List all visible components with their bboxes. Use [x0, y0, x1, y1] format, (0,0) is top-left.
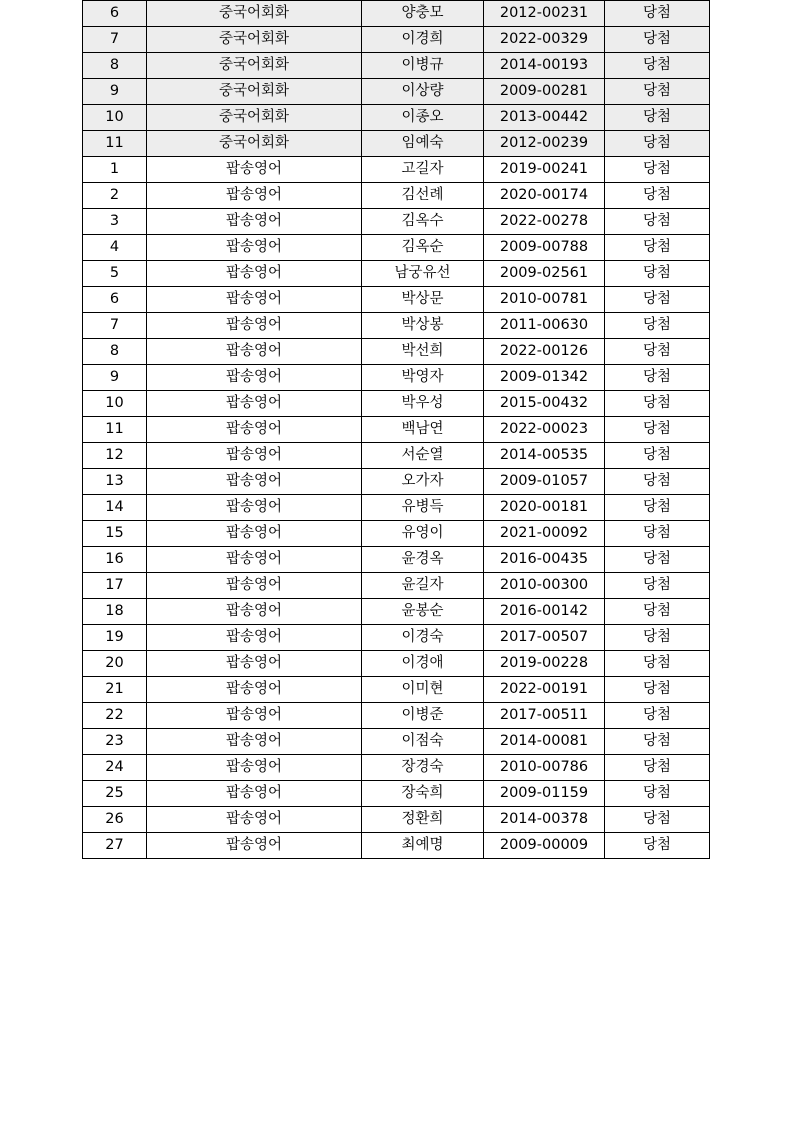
table-row [83, 313, 710, 339]
member-id-cell: 2009-00788 [484, 235, 605, 261]
table-row [83, 729, 710, 755]
course-name-cell: 팝송영어 [147, 755, 362, 781]
member-id-cell: 2009-01342 [484, 365, 605, 391]
participant-name-cell: 최예명 [362, 833, 484, 859]
result-cell: 당첨 [605, 755, 710, 781]
member-id-cell: 2009-01159 [484, 781, 605, 807]
participant-name-cell: 박우성 [362, 391, 484, 417]
row-number-cell: 25 [83, 781, 147, 807]
result-cell: 당첨 [605, 183, 710, 209]
course-name-cell: 팝송영어 [147, 521, 362, 547]
table-row [83, 807, 710, 833]
table-row [83, 157, 710, 183]
member-id-cell: 2017-00507 [484, 625, 605, 651]
table-row [83, 833, 710, 859]
row-number-cell: 11 [83, 131, 147, 157]
member-id-cell: 2014-00378 [484, 807, 605, 833]
member-id-cell: 2009-00009 [484, 833, 605, 859]
participant-name-cell: 고길자 [362, 157, 484, 183]
result-cell: 당첨 [605, 27, 710, 53]
result-cell: 당첨 [605, 703, 710, 729]
participant-name-cell: 이경숙 [362, 625, 484, 651]
member-id-cell: 2009-02561 [484, 261, 605, 287]
table-row [83, 573, 710, 599]
member-id-cell: 2019-00228 [484, 651, 605, 677]
table-row [83, 183, 710, 209]
table-row [83, 1, 710, 27]
result-cell: 당첨 [605, 287, 710, 313]
participant-name-cell: 박상문 [362, 287, 484, 313]
participant-name-cell: 백남연 [362, 417, 484, 443]
course-name-cell: 팝송영어 [147, 261, 362, 287]
participant-name-cell: 남궁유선 [362, 261, 484, 287]
member-id-cell: 2022-00191 [484, 677, 605, 703]
result-cell: 당첨 [605, 651, 710, 677]
participant-name-cell: 김옥순 [362, 235, 484, 261]
course-name-cell: 팝송영어 [147, 807, 362, 833]
result-cell: 당첨 [605, 521, 710, 547]
participant-name-cell: 장경숙 [362, 755, 484, 781]
participant-name-cell: 오가자 [362, 469, 484, 495]
member-id-cell: 2022-00329 [484, 27, 605, 53]
table-row [83, 625, 710, 651]
table-body [83, 1, 710, 859]
participant-name-cell: 이미현 [362, 677, 484, 703]
row-number-cell: 22 [83, 703, 147, 729]
course-name-cell: 팝송영어 [147, 703, 362, 729]
participant-name-cell: 서순열 [362, 443, 484, 469]
table-row [83, 547, 710, 573]
row-number-cell: 15 [83, 521, 147, 547]
member-id-cell: 2009-00281 [484, 79, 605, 105]
table-row [83, 105, 710, 131]
table-row [83, 131, 710, 157]
course-name-cell: 팝송영어 [147, 209, 362, 235]
result-cell: 당첨 [605, 235, 710, 261]
course-name-cell: 팝송영어 [147, 781, 362, 807]
course-name-cell: 팝송영어 [147, 729, 362, 755]
result-cell: 당첨 [605, 599, 710, 625]
participant-name-cell: 유영이 [362, 521, 484, 547]
participant-name-cell: 이병준 [362, 703, 484, 729]
participant-name-cell: 김선례 [362, 183, 484, 209]
row-number-cell: 21 [83, 677, 147, 703]
result-cell: 당첨 [605, 79, 710, 105]
member-id-cell: 2016-00435 [484, 547, 605, 573]
result-cell: 당첨 [605, 339, 710, 365]
row-number-cell: 10 [83, 391, 147, 417]
row-number-cell: 6 [83, 1, 147, 27]
table-row [83, 443, 710, 469]
result-cell: 당첨 [605, 313, 710, 339]
table-row [83, 235, 710, 261]
member-id-cell: 2011-00630 [484, 313, 605, 339]
table-row [83, 339, 710, 365]
course-name-cell: 팝송영어 [147, 339, 362, 365]
row-number-cell: 18 [83, 599, 147, 625]
course-name-cell: 중국어회화 [147, 105, 362, 131]
member-id-cell: 2022-00126 [484, 339, 605, 365]
member-id-cell: 2017-00511 [484, 703, 605, 729]
member-id-cell: 2013-00442 [484, 105, 605, 131]
result-cell: 당첨 [605, 391, 710, 417]
row-number-cell: 8 [83, 339, 147, 365]
participant-name-cell: 윤봉순 [362, 599, 484, 625]
member-id-cell: 2020-00181 [484, 495, 605, 521]
participant-name-cell: 김옥수 [362, 209, 484, 235]
course-name-cell: 팝송영어 [147, 599, 362, 625]
result-cell: 당첨 [605, 573, 710, 599]
table-row [83, 495, 710, 521]
row-number-cell: 3 [83, 209, 147, 235]
participant-name-cell: 이경애 [362, 651, 484, 677]
participant-name-cell: 양충모 [362, 1, 484, 27]
course-name-cell: 중국어회화 [147, 1, 362, 27]
course-name-cell: 팝송영어 [147, 573, 362, 599]
participant-name-cell: 임예숙 [362, 131, 484, 157]
table-row [83, 469, 710, 495]
course-name-cell: 팝송영어 [147, 833, 362, 859]
member-id-cell: 2014-00535 [484, 443, 605, 469]
course-name-cell: 팝송영어 [147, 417, 362, 443]
participant-name-cell: 박상봉 [362, 313, 484, 339]
participant-name-cell: 윤경옥 [362, 547, 484, 573]
result-cell: 당첨 [605, 443, 710, 469]
result-cell: 당첨 [605, 261, 710, 287]
participant-name-cell: 이종오 [362, 105, 484, 131]
row-number-cell: 20 [83, 651, 147, 677]
table-row [83, 27, 710, 53]
result-cell: 당첨 [605, 131, 710, 157]
table-row [83, 417, 710, 443]
participant-name-cell: 이경희 [362, 27, 484, 53]
table-row [83, 781, 710, 807]
member-id-cell: 2022-00278 [484, 209, 605, 235]
table-row [83, 599, 710, 625]
row-number-cell: 8 [83, 53, 147, 79]
result-cell: 당첨 [605, 729, 710, 755]
participant-name-cell: 장숙희 [362, 781, 484, 807]
result-cell: 당첨 [605, 365, 710, 391]
row-number-cell: 23 [83, 729, 147, 755]
member-id-cell: 2012-00231 [484, 1, 605, 27]
member-id-cell: 2009-01057 [484, 469, 605, 495]
row-number-cell: 17 [83, 573, 147, 599]
result-cell: 당첨 [605, 417, 710, 443]
table-row [83, 703, 710, 729]
course-name-cell: 팝송영어 [147, 157, 362, 183]
participant-name-cell: 박영자 [362, 365, 484, 391]
course-name-cell: 팝송영어 [147, 183, 362, 209]
member-id-cell: 2012-00239 [484, 131, 605, 157]
result-cell: 당첨 [605, 53, 710, 79]
course-name-cell: 팝송영어 [147, 677, 362, 703]
result-cell: 당첨 [605, 833, 710, 859]
course-name-cell: 팝송영어 [147, 625, 362, 651]
row-number-cell: 9 [83, 365, 147, 391]
table-row [83, 287, 710, 313]
course-name-cell: 팝송영어 [147, 365, 362, 391]
result-cell: 당첨 [605, 547, 710, 573]
result-cell: 당첨 [605, 1, 710, 27]
member-id-cell: 2015-00432 [484, 391, 605, 417]
course-name-cell: 중국어회화 [147, 79, 362, 105]
row-number-cell: 7 [83, 313, 147, 339]
table-row [83, 521, 710, 547]
course-name-cell: 팝송영어 [147, 235, 362, 261]
course-name-cell: 팝송영어 [147, 469, 362, 495]
table-row [83, 651, 710, 677]
course-name-cell: 중국어회화 [147, 53, 362, 79]
participant-name-cell: 정환희 [362, 807, 484, 833]
course-name-cell: 팝송영어 [147, 287, 362, 313]
table-row [83, 677, 710, 703]
row-number-cell: 1 [83, 157, 147, 183]
course-name-cell: 팝송영어 [147, 547, 362, 573]
member-id-cell: 2010-00781 [484, 287, 605, 313]
table-row [83, 79, 710, 105]
row-number-cell: 9 [83, 79, 147, 105]
course-name-cell: 팝송영어 [147, 313, 362, 339]
participant-name-cell: 박선희 [362, 339, 484, 365]
result-cell: 당첨 [605, 625, 710, 651]
course-name-cell: 팝송영어 [147, 495, 362, 521]
row-number-cell: 26 [83, 807, 147, 833]
result-cell: 당첨 [605, 157, 710, 183]
row-number-cell: 7 [83, 27, 147, 53]
row-number-cell: 10 [83, 105, 147, 131]
row-number-cell: 19 [83, 625, 147, 651]
course-name-cell: 팝송영어 [147, 443, 362, 469]
member-id-cell: 2019-00241 [484, 157, 605, 183]
member-id-cell: 2014-00081 [484, 729, 605, 755]
row-number-cell: 2 [83, 183, 147, 209]
participant-name-cell: 유병득 [362, 495, 484, 521]
row-number-cell: 24 [83, 755, 147, 781]
participant-name-cell: 이상량 [362, 79, 484, 105]
participant-name-cell: 이점숙 [362, 729, 484, 755]
result-cell: 당첨 [605, 495, 710, 521]
result-cell: 당첨 [605, 209, 710, 235]
course-name-cell: 중국어회화 [147, 131, 362, 157]
participant-name-cell: 윤길자 [362, 573, 484, 599]
table-row [83, 365, 710, 391]
row-number-cell: 4 [83, 235, 147, 261]
row-number-cell: 6 [83, 287, 147, 313]
table-row [83, 261, 710, 287]
lottery-result-table [82, 0, 710, 859]
table-row [83, 53, 710, 79]
course-name-cell: 팝송영어 [147, 651, 362, 677]
row-number-cell: 13 [83, 469, 147, 495]
row-number-cell: 12 [83, 443, 147, 469]
member-id-cell: 2021-00092 [484, 521, 605, 547]
member-id-cell: 2020-00174 [484, 183, 605, 209]
table-row [83, 391, 710, 417]
row-number-cell: 5 [83, 261, 147, 287]
result-cell: 당첨 [605, 469, 710, 495]
result-cell: 당첨 [605, 807, 710, 833]
course-name-cell: 팝송영어 [147, 391, 362, 417]
participant-name-cell: 이병규 [362, 53, 484, 79]
result-cell: 당첨 [605, 105, 710, 131]
member-id-cell: 2010-00786 [484, 755, 605, 781]
row-number-cell: 14 [83, 495, 147, 521]
course-name-cell: 중국어회화 [147, 27, 362, 53]
table-row [83, 755, 710, 781]
row-number-cell: 11 [83, 417, 147, 443]
member-id-cell: 2010-00300 [484, 573, 605, 599]
member-id-cell: 2014-00193 [484, 53, 605, 79]
member-id-cell: 2016-00142 [484, 599, 605, 625]
result-cell: 당첨 [605, 677, 710, 703]
member-id-cell: 2022-00023 [484, 417, 605, 443]
result-cell: 당첨 [605, 781, 710, 807]
row-number-cell: 27 [83, 833, 147, 859]
row-number-cell: 16 [83, 547, 147, 573]
table-row [83, 209, 710, 235]
